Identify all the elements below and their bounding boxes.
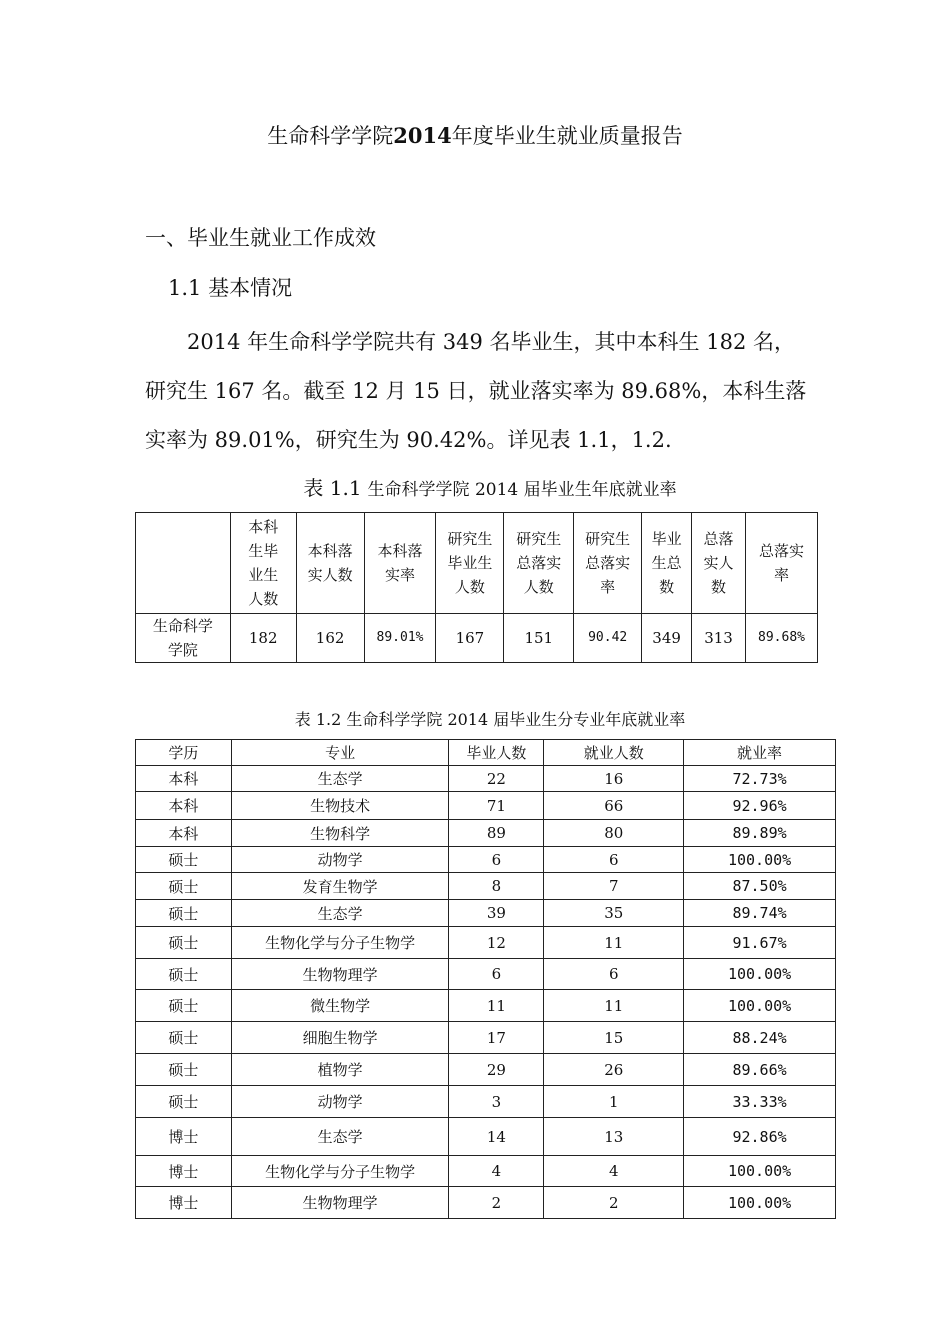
table2-cell: 6 (449, 847, 544, 873)
table2-cell: 89.66% (684, 1054, 836, 1086)
table2-cell: 生物物理学 (231, 959, 449, 990)
table-row (136, 766, 836, 792)
subsection-heading: 1.1 基本情况 (168, 276, 293, 300)
table1-header: 总落 实人 数 (692, 513, 746, 614)
table2-cell: 80 (544, 820, 684, 847)
table2-cell: 生物技术 (231, 792, 449, 820)
table1-cell: 90.42 (574, 614, 642, 663)
table2-cell: 87.50% (684, 873, 836, 900)
table-row (136, 900, 836, 927)
table-row (136, 1156, 836, 1187)
table2-cell: 1 (544, 1086, 684, 1118)
table2-cell: 生态学 (231, 766, 449, 792)
table2-cell: 硕士 (136, 927, 232, 959)
table2-cell: 生物化学与分子生物学 (231, 1156, 449, 1187)
table1-cell: 生命科学 学院 (136, 614, 231, 663)
table1-header: 研究生 总落实 率 (574, 513, 642, 614)
table2-cell: 100.00% (684, 1156, 836, 1187)
table2-cell: 硕士 (136, 1054, 232, 1086)
table-row (136, 959, 836, 990)
table2 (135, 739, 836, 1219)
table-row (136, 1086, 836, 1118)
table1-cell: 89.68% (746, 614, 818, 663)
table2-cell: 生物科学 (231, 820, 449, 847)
table1 (135, 512, 818, 663)
table2-cell: 4 (449, 1156, 544, 1187)
table2-cell: 7 (544, 873, 684, 900)
table1-cell: 162 (296, 614, 364, 663)
table2-cell: 8 (449, 873, 544, 900)
table2-cell: 100.00% (684, 990, 836, 1022)
table2-cell: 33.33% (684, 1086, 836, 1118)
table2-header: 就业率 (684, 740, 836, 766)
table2-cell: 2 (544, 1187, 684, 1219)
table1-row (136, 614, 818, 663)
table2-cell: 动物学 (231, 1086, 449, 1118)
table2-cell: 6 (449, 959, 544, 990)
table2-cell: 生物物理学 (231, 1187, 449, 1219)
table1-header: 总落实 率 (746, 513, 818, 614)
table2-cell: 89.74% (684, 900, 836, 927)
table2-cell: 硕士 (136, 959, 232, 990)
table2-cell: 本科 (136, 766, 232, 792)
table2-cell: 89.89% (684, 820, 836, 847)
table2-cell: 14 (449, 1118, 544, 1156)
table-row (136, 820, 836, 847)
table2-cell: 26 (544, 1054, 684, 1086)
table2-cell: 92.86% (684, 1118, 836, 1156)
table2-cell: 动物学 (231, 847, 449, 873)
table-row (136, 792, 836, 820)
table2-cell: 17 (449, 1022, 544, 1054)
table2-cell: 硕士 (136, 1022, 232, 1054)
table2-cell: 91.67% (684, 927, 836, 959)
table2-cell: 100.00% (684, 959, 836, 990)
table1-header: 本科落 实率 (364, 513, 436, 614)
table-row (136, 1022, 836, 1054)
table2-cell: 89 (449, 820, 544, 847)
table2-cell: 植物学 (231, 1054, 449, 1086)
table-row (136, 990, 836, 1022)
table1-cell: 182 (230, 614, 296, 663)
table2-header: 专业 (231, 740, 449, 766)
table2-cell: 6 (544, 847, 684, 873)
table1-header: 研究生 毕业生 人数 (436, 513, 504, 614)
table2-cell: 16 (544, 766, 684, 792)
table2-cell: 2 (449, 1187, 544, 1219)
table-row (136, 873, 836, 900)
table2-cell: 11 (544, 990, 684, 1022)
table2-cell: 29 (449, 1054, 544, 1086)
page-title: 生命科学学院2014年度毕业生就业质量报告 (267, 123, 683, 148)
table2-cell: 35 (544, 900, 684, 927)
table1-header: 毕业 生总 数 (642, 513, 692, 614)
table-row (136, 1054, 836, 1086)
table1-header: 本科 生毕 业生 人数 (230, 513, 296, 614)
table1-cell: 151 (504, 614, 574, 663)
table2-cell: 生态学 (231, 1118, 449, 1156)
table1-cell: 167 (436, 614, 504, 663)
table2-cell: 88.24% (684, 1022, 836, 1054)
table1-header: 研究生 总落实 人数 (504, 513, 574, 614)
table2-cell: 72.73% (684, 766, 836, 792)
table2-header: 就业人数 (544, 740, 684, 766)
table1-caption: 表 1.1 生命科学学院 2014 届毕业生年底就业率 (303, 476, 677, 500)
table2-cell: 6 (544, 959, 684, 990)
table2-cell: 生物化学与分子生物学 (231, 927, 449, 959)
table2-cell: 硕士 (136, 990, 232, 1022)
table1-header: 本科落 实人数 (296, 513, 364, 614)
table2-cell: 生态学 (231, 900, 449, 927)
table2-cell: 博士 (136, 1156, 232, 1187)
table2-cell: 硕士 (136, 873, 232, 900)
summary-paragraph: 2014 年生命科学学院共有 349 名毕业生，其中本科生 182 名，研究生 167 名。截至 12 月 15 日，就业落实率为 89.68%，本科生落实率为 89.01%，研究生为 90.42%。详见表 1.1，1.2. (145, 330, 807, 452)
table2-cell: 11 (544, 927, 684, 959)
table1-header (136, 513, 231, 614)
table2-cell: 硕士 (136, 900, 232, 927)
table2-caption: 表 1.2 生命科学学院 2014 届毕业生分专业年底就业率 (294, 710, 686, 729)
table2-cell: 15 (544, 1022, 684, 1054)
table2-cell: 100.00% (684, 847, 836, 873)
table2-cell: 3 (449, 1086, 544, 1118)
table2-cell: 细胞生物学 (231, 1022, 449, 1054)
section-heading: 一、毕业生就业工作成效 (145, 226, 376, 250)
table2-cell: 66 (544, 792, 684, 820)
table2-cell: 本科 (136, 792, 232, 820)
table1-header-row (136, 513, 818, 614)
table2-cell: 博士 (136, 1187, 232, 1219)
table-row (136, 847, 836, 873)
table2-cell: 发育生物学 (231, 873, 449, 900)
table2-header: 学历 (136, 740, 232, 766)
table2-header-row (136, 740, 836, 766)
table2-cell: 100.00% (684, 1187, 836, 1219)
table1-cell: 89.01% (364, 614, 436, 663)
table2-cell: 39 (449, 900, 544, 927)
table2-cell: 本科 (136, 820, 232, 847)
table2-cell: 硕士 (136, 847, 232, 873)
table1-cell: 349 (642, 614, 692, 663)
table2-cell: 92.96% (684, 792, 836, 820)
table-row (136, 1118, 836, 1156)
table-row (136, 927, 836, 959)
table-row (136, 1187, 836, 1219)
table2-cell: 12 (449, 927, 544, 959)
table2-cell: 13 (544, 1118, 684, 1156)
table1-cell: 313 (692, 614, 746, 663)
table2-cell: 微生物学 (231, 990, 449, 1022)
table2-cell: 4 (544, 1156, 684, 1187)
table2-cell: 博士 (136, 1118, 232, 1156)
table2-cell: 硕士 (136, 1086, 232, 1118)
table2-cell: 71 (449, 792, 544, 820)
table2-cell: 11 (449, 990, 544, 1022)
table2-cell: 22 (449, 766, 544, 792)
table2-header: 毕业人数 (449, 740, 544, 766)
